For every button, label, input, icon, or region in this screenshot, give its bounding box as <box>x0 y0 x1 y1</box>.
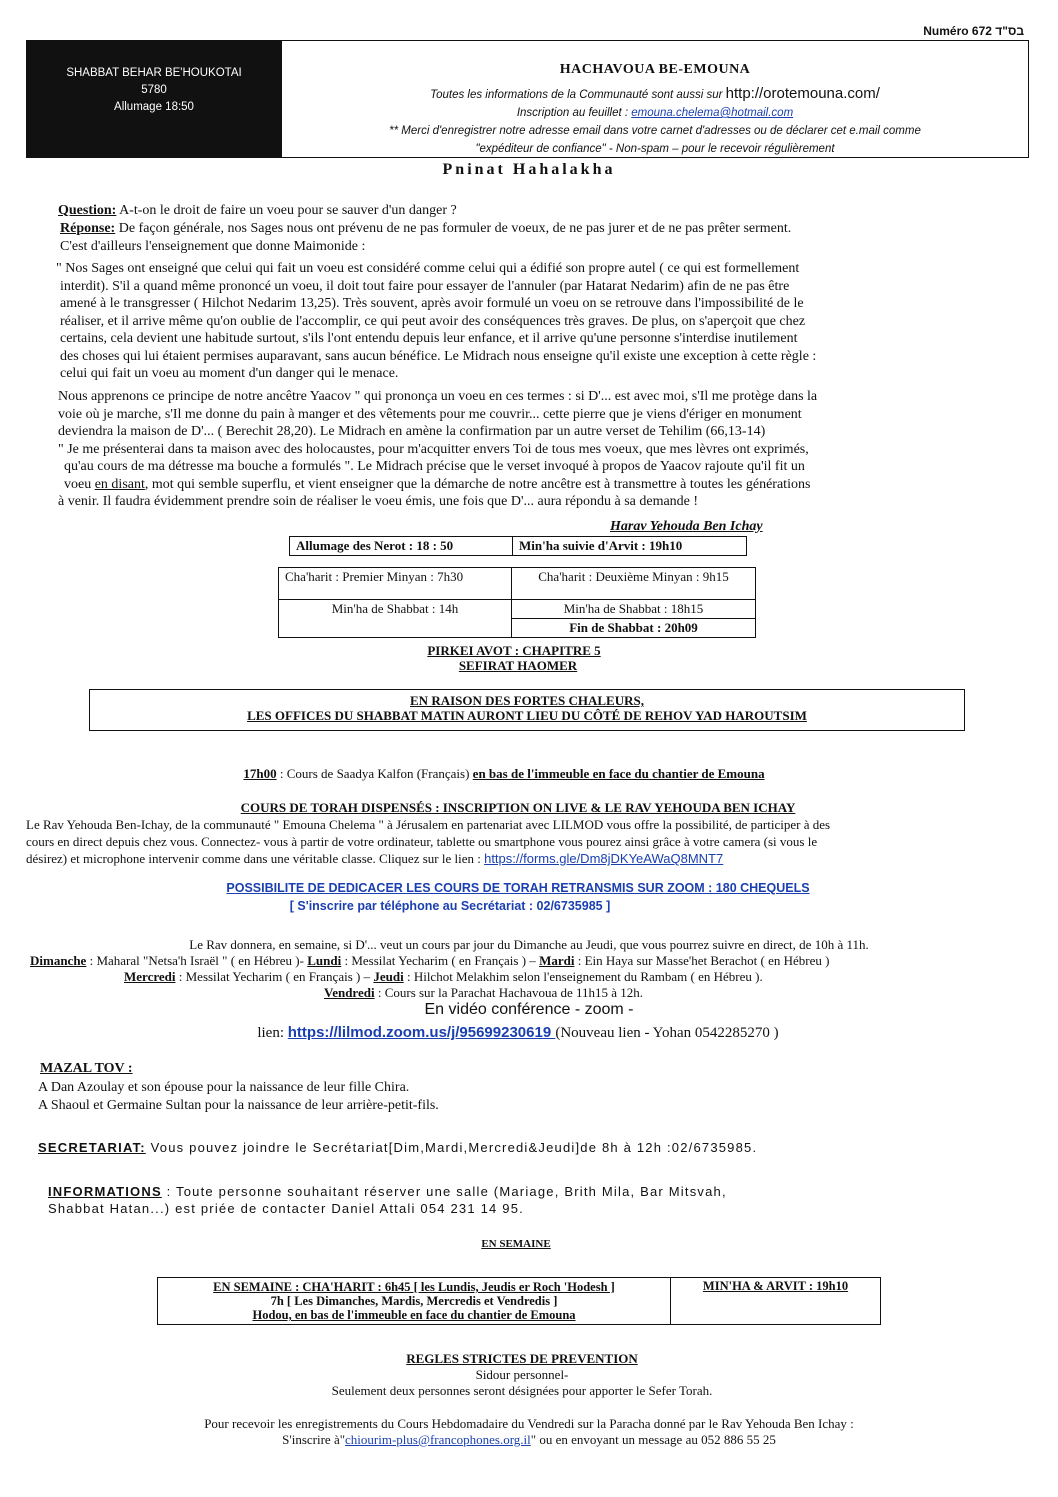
torah-line <box>26 850 1036 867</box>
cours-17h <box>0 766 1008 782</box>
cours-place: en bas de l'immeuble en face du chantier de Emouna <box>472 766 765 781</box>
forms-link[interactable]: https://forms.gle/Dm8jDKYeAWaQ8MNT7 <box>484 851 724 866</box>
phone-registration: [ S'inscrire par téléphone au Secrétariat : 02/6735985 ] <box>289 899 611 913</box>
p1-line: certains, cela devient une habitude surtout, s'ils l'ont entendu depuis leur enfance, et il arrive qu'une personne s'interdise inutilement <box>60 331 798 346</box>
schedule-table <box>278 567 756 638</box>
maimonide-line: C'est d'ailleurs l'enseignement que donne Maimonide : <box>60 239 366 254</box>
day-mardi: Mardi <box>539 953 575 968</box>
heat-notice <box>89 689 965 731</box>
torah-line: cours en direct depuis chez vous. Connectez- vous à partir de votre ordinateur, tablette ou smartphone vous pourez ainsi grâce à votre camera (si vous le <box>26 834 818 849</box>
subscription-prefix: Inscription au feuillet : <box>516 107 632 119</box>
p1-line: interdit). S'il a quand même prononcé un voeu, il doit tout faire pour essayer de l'annuler (par Hatarat Nedarim) afin de ne pas être <box>60 278 790 294</box>
masthead-info <box>281 41 1028 157</box>
p2-line: Nous apprenons ce principe de notre ancêtre Yaacov " qui prononça un voeu en ces termes : si D'... est avec moi, s'Il me protège dans la <box>58 389 818 404</box>
torah-courses-title: COURS DE TORAH DISPENSÉS : INSCRIPTION ON LIVE & LE RAV YEHOUDA BEN ICHAY <box>240 800 796 815</box>
parasha-name: SHABBAT BEHAR BE'HOUKOTAI <box>66 67 242 79</box>
zoom-link[interactable]: https://lilmod.zoom.us/j/95699230619 <box>287 1024 556 1041</box>
cours-time: 17h00 <box>243 766 277 781</box>
reponse-label: Réponse: <box>60 221 116 236</box>
p2-underlined: en disant <box>94 476 145 492</box>
en-semaine-title: EN SEMAINE <box>481 1238 551 1250</box>
zoom-label: lien: <box>257 1025 288 1041</box>
section-title: Pninat Hahalakha <box>442 161 616 178</box>
mazal-tov-list <box>38 1079 439 1115</box>
day-text: : Hilchot Melakhim selon l'enseignement du Rambam ( en Hébreu ). <box>403 969 763 984</box>
prevention-line: Sidour personnel- <box>475 1367 569 1382</box>
newsletter-title: HACHAVOUA BE-EMOUNA <box>559 62 751 77</box>
notice-line-1: EN RAISON DES FORTES CHALEURS, <box>410 693 644 708</box>
allumage-cell: Allumage des Nerot : 18 : 50 <box>290 537 513 556</box>
informations-block <box>48 1183 727 1217</box>
subscription-email-link[interactable]: emouna.chelema@hotmail.com <box>631 107 794 119</box>
prevention-rules <box>0 1351 1044 1399</box>
p1-line: " Nos Sages ont enseigné que celui qui fait un voeu est considéré comme celui qui a édifié son propre autel ( ce qui est formellement <box>56 261 800 276</box>
secretariat-label: SECRETARIAT: <box>38 1140 146 1155</box>
p1-line: réaliser, et il arrive même qu'on oublie de l'accomplir, ce qui peut avoir des conséquences très graves. De plus, on s'aperçoit que chez <box>60 313 806 329</box>
day-text: : Ein Haya sur Masse'het Berachot ( en Hébreu ) <box>574 953 830 968</box>
chiourim-email-link[interactable]: chiourim-plus@francophones.org.il <box>345 1432 531 1447</box>
informations-label: INFORMATIONS <box>48 1184 162 1199</box>
secretariat-line <box>38 1140 757 1155</box>
reponse-text: De façon générale, nos Sages nous ont prévenu de ne pas formuler de voeux, de ne pas jurer et de ne pas prêter serment. <box>115 221 792 236</box>
weekday-shaharit-line: EN SEMAINE : CHA'HARIT : 6h45 [ les Lundis, Jeudis er Roch 'Hodesh ] <box>213 1280 615 1294</box>
footer-text: S'inscrire à" <box>282 1432 346 1447</box>
year: 5780 <box>141 84 167 96</box>
weekly-line-1 <box>30 953 829 969</box>
video-conference: En vidéo conférence - zoom - <box>424 1001 634 1018</box>
minha-arvit-cell: Min'ha suivie d'Arvit : 19h10 <box>513 537 747 556</box>
prevention-line: Seulement deux personnes seront désignées pour apporter le Sefer Torah. <box>331 1383 713 1398</box>
torah-line: Le Rav Yehouda Ben-Ichay, de la communauté " Emouna Chelema " à Jérusalem en partenariat avec LILMOD vous offre la possibilité, de participer à des <box>26 817 831 832</box>
weekday-shaharit-line: 7h [ Les Dimanches, Mardis, Mercredis et Vendredis ] <box>270 1294 558 1308</box>
weekly-intro: Le Rav donnera, en semaine, si D'... veut un cours par jour du Dimanche au Jeudi, que vous pourrez suivre en direct, de 10h à 11h. <box>189 937 869 952</box>
day-dimanche: Dimanche <box>30 953 87 968</box>
informations-line <box>48 1183 727 1200</box>
footer <box>0 1416 1058 1448</box>
day-lundi: Lundi <box>307 953 342 968</box>
weekday-schedule-table <box>157 1277 881 1325</box>
zoom-note: (Nouveau lien - Yohan 0542285270 ) <box>555 1025 779 1041</box>
p2-line: qu'au cours de ma détresse ma bouche a formulés ". Le Midrach précise que le verset invoqué à propos de Yaacov rajoute qu'il fit un <box>64 459 805 474</box>
p2-line: à venir. Il faudra évidemment prendre soin de réaliser le voeu émis, une fois que D'... aura répondu à sa demande ! <box>58 494 699 509</box>
pirkei-avot: PIRKEI AVOT : CHAPITRE 5 <box>427 643 601 658</box>
dedicace-notice[interactable]: POSSIBILITE DE DEDICACER LES COURS DE TORAH RETRANSMIS SUR ZOOM : 180 CHEQUELS <box>226 881 810 895</box>
question-label: Question: <box>58 203 117 218</box>
candle-lighting: Allumage 18:50 <box>114 101 194 113</box>
weekday-minha-text: MIN'HA & ARVIT : 19h10 <box>702 1279 849 1293</box>
schedule-top-table <box>289 536 747 556</box>
reponse-line <box>60 220 791 238</box>
p2-line: " Je me présenterai dans ta maison avec des holocaustes, pour m'acquitter envers Toi de tous mes voeux, que mes lèvres ont exprimés, <box>58 441 809 457</box>
footer-line <box>0 1432 1058 1448</box>
p1-line: amené à le transgresser ( Hilchot Nedarim 13,25). Très souvent, après avoir formulé un voeu on se retrouve dans l'impossibilité de le <box>60 296 804 311</box>
day-text: : Messilat Yecharim ( en Français ) – <box>341 953 540 968</box>
spam-note-1: ** Merci d'enregistrer notre adresse email dans votre carnet d'adresses ou de déclarer cet e.mail comme <box>389 125 921 137</box>
shaharit-1-cell: Cha'harit : Premier Minyan : 7h30 <box>279 568 512 600</box>
parasha-block <box>27 41 281 157</box>
p2-text: , mot qui semble superflu, et vient enseigner que la démarche de notre ancêtre est à transmettre à toutes les générations <box>144 476 811 492</box>
day-text: : Cours sur la Parachat Hachavoua de 11h15 à 12h. <box>374 985 644 1000</box>
weekday-shaharit-line: Hodou, en bas de l'immeuble en face du chantier de Emouna <box>252 1308 576 1322</box>
torah-courses-text <box>26 816 1036 867</box>
signature: Harav Yehouda Ben Ichay <box>610 519 763 534</box>
paragraph-1 <box>56 260 1016 383</box>
subscription-line <box>282 104 1028 122</box>
question-line <box>58 202 457 220</box>
website-prefix: Toutes les informations de la Communauté sont aussi sur <box>430 89 726 101</box>
cours-text: : Cours de Saadya Kalfon (Français) <box>276 766 473 781</box>
website-link[interactable]: http://orotemouna.com/ <box>725 85 880 102</box>
weekly-line-3 <box>324 985 643 1001</box>
minha-2-cell: Min'ha de Shabbat : 18h15 <box>512 600 756 619</box>
torah-line-text: désirez) et microphone intervenir comme dans une véritable classe. Cliquez sur le lien : <box>26 851 485 866</box>
day-text: : Maharal "Netsa'h Israël " ( en Hébreu )- <box>86 953 308 968</box>
prevention-title: REGLES STRICTES DE PREVENTION <box>406 1351 638 1366</box>
p1-line: des choses qui lui étaient permises auparavant, sans aucun bénéfice. Le Midrach nous enseigne qu'il existe une exception à cette règle : <box>60 348 817 364</box>
minha-1-cell: Min'ha de Shabbat : 14h <box>279 600 512 638</box>
notice-line-2: LES OFFICES DU SHABBAT MATIN AURONT LIEU DU CÔTÉ DE REHOV YAD HAROUTSIM <box>247 708 807 723</box>
secretariat-text: Vous pouvez joindre le Secrétariat[Dim,Mardi,Mercredi&Jeudi]de 8h à 12h :02/6735985. <box>145 1140 758 1155</box>
weekday-shaharit-cell <box>158 1278 671 1325</box>
day-mercredi: Mercredi <box>124 969 176 984</box>
footer-text: " ou en envoyant un message au 052 886 55 25 <box>530 1432 776 1447</box>
p2-line: deviendra la maison de D'... ( Berechit 28,20). Le Midrach en amène la confirmation par un autre verset de Tehilim (66,13-14) <box>58 424 766 439</box>
p2-line: voie où je marche, s'Il me donne du pain à manger et des vêtements pour me couvrir... cette pierre que je viens d'ériger en monument <box>58 406 802 422</box>
day-text: : Messilat Yecharim ( en Français ) – <box>175 969 374 984</box>
mazal-tov-title: MAZAL TOV : <box>40 1061 133 1076</box>
p2-text: voeu <box>64 476 95 492</box>
sefirat-haomer: SEFIRAT HAOMER <box>458 658 578 673</box>
issue-number: Numéro 672 בס"ד <box>923 24 1024 38</box>
informations-line: Shabbat Hatan...) est priée de contacter Daniel Attali 054 231 14 95. <box>48 1201 524 1216</box>
day-jeudi: Jeudi <box>373 969 404 984</box>
p1-line: celui qui fait un voeu au moment d'un danger qui le menace. <box>60 366 399 381</box>
weekday-minha-cell <box>671 1278 881 1325</box>
masthead <box>26 40 1029 158</box>
mazal-item: A Dan Azoulay et son épouse pour la naissance de leur fille Chira. <box>38 1080 410 1095</box>
mazal-item: A Shaoul et Germaine Sultan pour la naissance de leur arrière-petit-fils. <box>38 1098 439 1113</box>
shaharit-2-cell: Cha'harit : Deuxième Minyan : 9h15 <box>512 568 756 600</box>
fin-shabbat-cell: Fin de Shabbat : 20h09 <box>512 619 756 638</box>
website-line <box>282 85 1028 104</box>
question-text: A-t-on le droit de faire un voeu pour se sauver d'un danger ? <box>116 203 457 218</box>
footer-line: Pour recevoir les enregistrements du Cours Hebdomadaire du Vendredi sur la Paracha donné par le Rav Yehouda Ben Ichay : <box>204 1416 854 1431</box>
spam-note-2: "expéditeur de confiance" - Non-spam – pour le recevoir régulièrement <box>475 143 835 155</box>
paragraph-2 <box>58 388 1018 511</box>
weekly-line-2 <box>124 969 763 985</box>
zoom-line <box>0 1024 1036 1042</box>
day-vendredi: Vendredi <box>324 985 375 1000</box>
p2-line <box>58 476 1018 494</box>
informations-text: : Toute personne souhaitant réserver une salle (Mariage, Brith Mila, Bar Mitsvah, <box>161 1184 727 1199</box>
